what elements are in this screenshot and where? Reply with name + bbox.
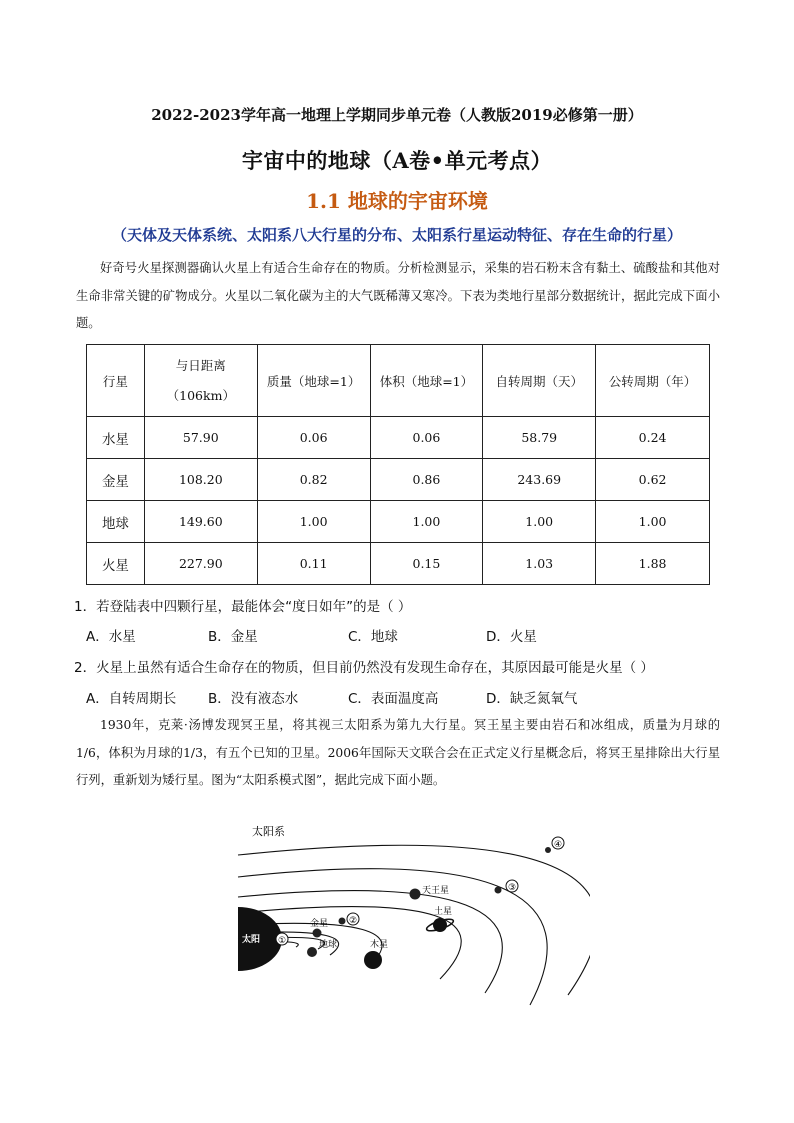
table-cell: 1.00	[370, 501, 483, 543]
marker-4-label: ④	[554, 840, 563, 850]
marker-3-label: ③	[508, 883, 517, 893]
table-cell: 1.88	[596, 543, 710, 585]
header-distance-unit: （106km）	[166, 387, 235, 403]
question-1-option-a[interactable]: A．水星	[86, 629, 136, 645]
sun-label: 太阳	[242, 935, 261, 945]
table-cell: 227.90	[144, 543, 257, 585]
document-header: 2022-2023学年高一地理上学期同步单元卷（人教版2019必修第一册）	[151, 106, 643, 124]
saturn-label: 土星	[434, 907, 453, 917]
mars-dot	[339, 918, 346, 925]
table-header-cell: 质量（地球=1）	[257, 345, 370, 417]
planet-data-table	[86, 344, 710, 585]
table-row	[87, 417, 710, 459]
question-1-text: 1．若登陆表中四颗行星，最能体会“度日如年”的是（ ）	[74, 599, 412, 615]
section-scope: （天体及天体系统、太阳系八大行星的分布、太阳系行星运动特征、存在生命的行星）	[111, 226, 682, 244]
table-cell: 1.00	[483, 501, 596, 543]
table-cell: 149.60	[144, 501, 257, 543]
jupiter-dot	[364, 951, 382, 969]
table-cell: 0.82	[257, 459, 370, 501]
table-cell: 1.03	[483, 543, 596, 585]
table-cell: 57.90	[144, 417, 257, 459]
question-2-text: 2．火星上虽然有适合生命存在的物质，但目前仍然没有发现生命存在，其原因最可能是火星（ ）	[74, 660, 654, 676]
neptune-dot	[495, 887, 502, 894]
diagram-title: 太阳系	[252, 825, 285, 838]
section-title: 1.1 地球的宇宙环境	[306, 189, 488, 213]
venus-dot	[313, 929, 322, 938]
uranus-dot	[410, 889, 421, 900]
earth-label: 地球	[319, 940, 338, 950]
question-2-option-a[interactable]: A．自转周期长	[86, 691, 177, 707]
table-cell: 0.86	[370, 459, 483, 501]
marker-2-label: ②	[349, 916, 358, 926]
table-cell: 58.79	[483, 417, 596, 459]
table-cell: 0.11	[257, 543, 370, 585]
table-cell: 地球	[87, 501, 145, 543]
solar-system-diagram	[230, 815, 590, 1010]
table-header-cell: 自转周期（天）	[483, 345, 596, 417]
document-title: 宇宙中的地球（A卷•单元考点）	[241, 148, 553, 173]
uranus-label: 天王星	[422, 886, 450, 896]
table-cell: 0.06	[370, 417, 483, 459]
table-cell: 0.24	[596, 417, 710, 459]
table-header-cell: 行星	[87, 345, 145, 417]
table-cell: 1.00	[257, 501, 370, 543]
pluto-dot	[545, 847, 551, 853]
venus-label: 金星	[310, 919, 329, 929]
table-header-cell	[144, 345, 257, 417]
pluto-paragraph: 1930年，克莱·汤博发现冥王星，将其视三太阳系为第九大行星。冥王星主要由岩石和冰组成，质量为月球的1/6，体积为月球的1/3，有五个已知的卫星。2006年国际天文联合会在正式定义行星概念后，将冥王星排除出大行星行列，重新划为矮行星。图为“太阳系模式图”，据此完成下面小题。	[76, 718, 720, 787]
earth-dot	[307, 947, 317, 957]
jupiter-label: 木星	[370, 940, 389, 950]
table-cell: 0.06	[257, 417, 370, 459]
question-2-option-c[interactable]: C．表面温度高	[348, 691, 439, 707]
table-cell: 108.20	[144, 459, 257, 501]
table-header-cell: 体积（地球=1）	[370, 345, 483, 417]
table-cell: 243.69	[483, 459, 596, 501]
table-header-cell: 公转周期（年）	[596, 345, 710, 417]
table-cell: 火星	[87, 543, 145, 585]
table-row	[87, 501, 710, 543]
orbit-lines	[238, 845, 590, 1005]
question-1-option-b[interactable]: B．金星	[208, 629, 258, 645]
table-cell: 1.00	[596, 501, 710, 543]
question-1-option-c[interactable]: C．地球	[348, 629, 398, 645]
question-1-option-d[interactable]: D．火星	[486, 629, 537, 645]
table-cell: 0.62	[596, 459, 710, 501]
question-2-option-b[interactable]: B．没有液态水	[208, 691, 299, 707]
table-row	[87, 459, 710, 501]
table-cell: 0.15	[370, 543, 483, 585]
marker-1-label: ①	[278, 936, 287, 946]
table-header-row	[87, 345, 710, 417]
table-cell: 水星	[87, 417, 145, 459]
table-cell: 金星	[87, 459, 145, 501]
header-distance-label: 与日距离	[175, 357, 226, 373]
question-2-option-d[interactable]: D．缺乏氮氧气	[486, 691, 578, 707]
orbit-neptune	[238, 845, 590, 995]
table-row	[87, 543, 710, 585]
intro-paragraph: 好奇号火星探测器确认火星上有适合生命存在的物质。分析检测显示，采集的岩石粉末含有黏土、硫酸盐和其他对生命非常关键的矿物成分。火星以二氧化碳为主的大气既稀薄又寒冷。下表为类地行星部分数据统计，据此完成下面小题。	[76, 261, 720, 330]
